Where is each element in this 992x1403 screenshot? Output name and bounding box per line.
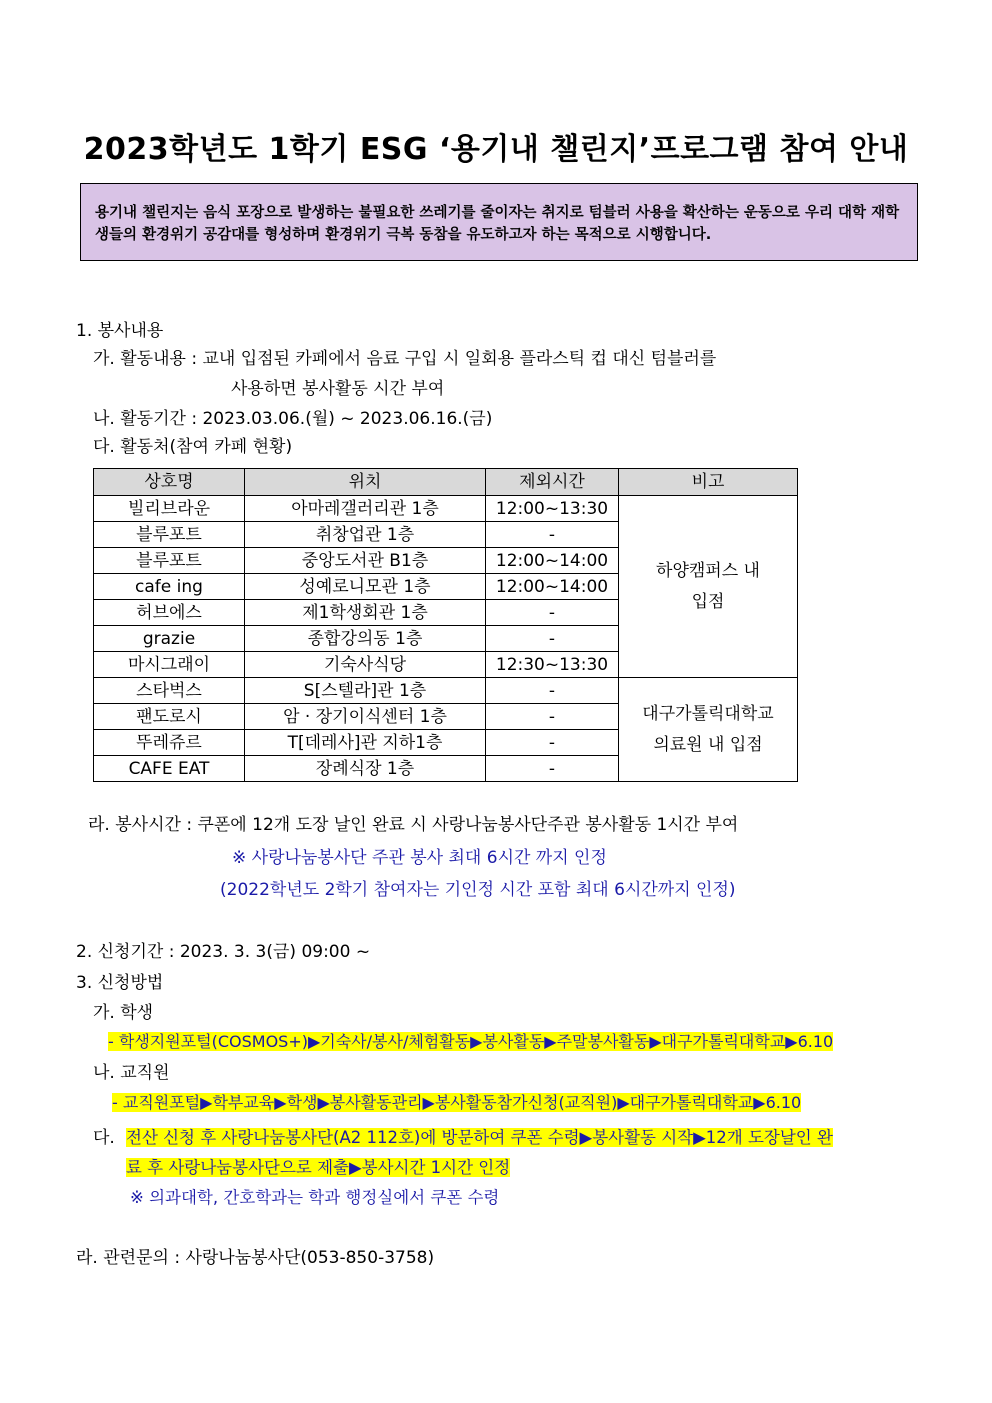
note-line: 의료원 내 입점 xyxy=(653,734,763,755)
intro-box: 용기내 챌린지는 음식 포장으로 발생하는 불필요한 쓰레기를 줄이자는 취지로 텀블러 사용을 확산하는 운동으로 우리 대학 재학생들의 환경위기 공감대를 형성하며 환경위기 극복 동참을 유도하고자 하는 목적으로 시행합니다. xyxy=(80,183,918,261)
cell-name: 스타벅스 xyxy=(94,678,245,704)
table-row xyxy=(94,496,798,522)
header-excluded-time: 제외시간 xyxy=(486,469,619,496)
section3-heading: 3. 신청방법 xyxy=(76,973,164,993)
cell-location: 제1학생회관 1층 xyxy=(245,600,486,626)
student-path: - 학생지원포털(COSMOS+)▶기숙사/봉사/체험활동▶봉사활동▶주말봉사활동▶대구가톨릭대학교▶6.10 xyxy=(108,1032,834,1051)
cell-name: 블루포트 xyxy=(94,548,245,574)
note-medical-center xyxy=(619,678,798,782)
cell-name: 뚜레쥬르 xyxy=(94,730,245,756)
service-hours-note1: ※ 사랑나눔봉사단 주관 봉사 최대 6시간 까지 인정 xyxy=(232,848,607,868)
staff-label: 나. 교직원 xyxy=(93,1063,170,1083)
cell-name: cafe ing xyxy=(94,574,245,600)
cell-location: 취창업관 1층 xyxy=(245,522,486,548)
cell-name: grazie xyxy=(94,626,245,652)
note-line: 대구가톨릭대학교 xyxy=(642,703,774,724)
table-row xyxy=(94,678,798,704)
cell-name: 빌리브라운 xyxy=(94,496,245,522)
cell-time: - xyxy=(486,522,619,548)
header-name: 상호명 xyxy=(94,469,245,496)
cell-time: 12:00~14:00 xyxy=(486,548,619,574)
cell-time: - xyxy=(486,678,619,704)
cell-location: 기숙사식당 xyxy=(245,652,486,678)
offline-label: 다. xyxy=(93,1128,115,1148)
offline-step-line2: 료 후 사랑나눔봉사단으로 제출▶봉사시간 1시간 인정 xyxy=(126,1158,511,1177)
cell-location: 장례식장 1층 xyxy=(245,756,486,782)
cell-name: 블루포트 xyxy=(94,522,245,548)
service-hours-note2: (2022학년도 2학기 참여자는 기인정 시간 포함 최대 6시간까지 인정) xyxy=(220,880,736,900)
staff-path: - 교직원포털▶학부교육▶학생▶봉사활동관리▶봉사활동참가신청(교직원)▶대구가톨릭대학교▶6.10 xyxy=(112,1093,802,1112)
header-location: 위치 xyxy=(245,469,486,496)
activity-content-cont: 사용하면 봉사활동 시간 부여 xyxy=(231,379,445,399)
cell-location: 종합강의동 1층 xyxy=(245,626,486,652)
activity-period: 나. 활동기간 : 2023.03.06.(월) ~ 2023.06.16.(금) xyxy=(93,409,493,429)
cell-time: - xyxy=(486,626,619,652)
cell-time: 12:30~13:30 xyxy=(486,652,619,678)
service-hours: 라. 봉사시간 : 쿠폰에 12개 도장 날인 완료 시 사랑나눔봉사단주관 봉사활동 1시간 부여 xyxy=(88,815,739,835)
note-line: 입점 xyxy=(691,591,725,612)
contact: 라. 관련문의 : 사랑나눔봉사단(053-850-3758) xyxy=(76,1248,435,1268)
cell-time: - xyxy=(486,730,619,756)
activity-places-label: 다. 활동처(참여 카페 현황) xyxy=(93,437,293,457)
header-note: 비고 xyxy=(619,469,798,496)
cell-location: S[스텔라]관 1층 xyxy=(245,678,486,704)
cafe-table xyxy=(93,468,798,782)
activity-content: 가. 활동내용 : 교내 입점된 카페에서 음료 구입 시 일회용 플라스틱 컵 대신 텀블러를 xyxy=(93,349,717,369)
table-header-row xyxy=(94,469,798,496)
cell-name: CAFE EAT xyxy=(94,756,245,782)
page-title: 2023학년도 1학기 ESG ‘용기내 챌린지’프로그램 참여 안내 xyxy=(83,132,909,167)
student-label: 가. 학생 xyxy=(93,1003,154,1023)
cell-location: 아마레갤러리관 1층 xyxy=(245,496,486,522)
section1-heading: 1. 봉사내용 xyxy=(76,321,164,341)
cell-name: 팬도로시 xyxy=(94,704,245,730)
cell-location: 중앙도서관 B1층 xyxy=(245,548,486,574)
note-hayang-campus xyxy=(619,496,798,678)
offline-step-line1: 전산 신청 후 사랑나눔봉사단(A2 112호)에 방문하여 쿠폰 수령▶봉사활동 시작▶12개 도장날인 완 xyxy=(126,1128,833,1147)
cell-name: 마시그래이 xyxy=(94,652,245,678)
cell-time: - xyxy=(486,756,619,782)
cell-location: T[데레사]관 지하1층 xyxy=(245,730,486,756)
note-line: 하양캠퍼스 내 xyxy=(656,560,760,581)
cell-time: - xyxy=(486,600,619,626)
cell-location: 성예로니모관 1층 xyxy=(245,574,486,600)
cell-location: 암 · 장기이식센터 1층 xyxy=(245,704,486,730)
cell-time: - xyxy=(486,704,619,730)
cell-name: 허브에스 xyxy=(94,600,245,626)
application-period: 2. 신청기간 : 2023. 3. 3(금) 09:00 ~ xyxy=(76,942,371,962)
cell-time: 12:00~13:30 xyxy=(486,496,619,522)
cell-time: 12:00~14:00 xyxy=(486,574,619,600)
offline-note: ※ 의과대학, 간호학과는 학과 행정실에서 쿠폰 수령 xyxy=(130,1188,500,1207)
